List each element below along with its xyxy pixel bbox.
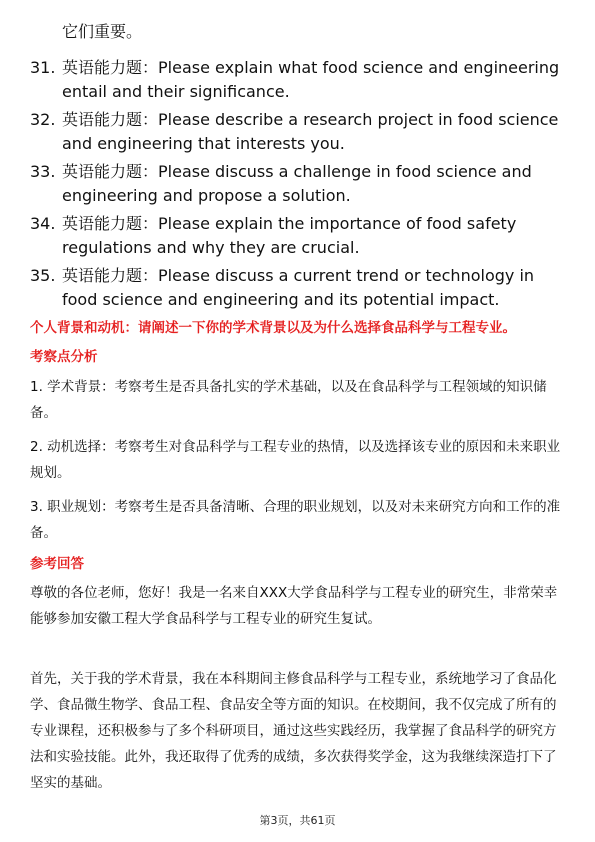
question-number: 31. [30,58,56,77]
question-item [30,108,565,156]
analysis-point: 2. 动机选择：考察考生对食品科学与工程专业的热情，以及选择该专业的原因和未来职业规划。 [30,439,561,481]
section-heading: 个人背景和动机：请阐述一下你的学术背景以及为什么选择食品科学与工程专业。 [30,320,516,336]
continued-text: 它们重要。 [62,22,143,41]
question-list [30,56,565,316]
question-text: 英语能力题：Please explain the importance of food safety regulations and why they are crucial. [62,214,517,257]
question-text: 英语能力题：Please describe a research project in food science and engineering that interests you. [62,110,559,153]
question-number: 33. [30,162,56,181]
answer-paragraph: 首先，关于我的学术背景，我在本科期间主修食品科学与工程专业，系统地学习了食品化学、食品微生物学、食品工程、食品安全等方面的知识。在校期间，我不仅完成了所有的专业课程，还积极参与了多个科研项目，通过这些实践经历，我掌握了食品科学的研究方法和实验技能。此外，我还取得了优秀的成绩，多次获得奖学金，这为我继续深造打下了坚实的基础。 [30,671,557,791]
page-number-footer: 第3页，共61页 [259,814,336,827]
question-number: 34. [30,214,56,233]
question-text: 英语能力题：Please discuss a challenge in food science and engineering and propose a solution. [62,162,532,205]
analysis-heading: 考察点分析 [30,349,98,365]
question-number: 35. [30,266,56,285]
question-text: 英语能力题：Please explain what food science and engineering entail and their significance. [62,58,560,101]
question-item [30,264,565,312]
question-item [30,56,565,104]
question-item [30,212,565,260]
analysis-points [30,374,565,554]
question-item [30,160,565,208]
question-number: 32. [30,110,56,129]
analysis-point: 3. 职业规划：考察考生是否具备清晰、合理的职业规划，以及对未来研究方向和工作的准备。 [30,499,561,541]
answer-heading: 参考回答 [30,556,84,572]
analysis-point: 1. 学术背景：考察考生是否具备扎实的学术基础，以及在食品科学与工程领域的知识储备。 [30,379,547,421]
answer-paragraph: 尊敬的各位老师，您好！我是一名来自XXX大学食品科学与工程专业的研究生，非常荣幸能够参加安徽工程大学食品科学与工程专业的研究生复试。 [30,585,558,627]
question-text: 英语能力题：Please discuss a current trend or technology in food science and engineering and its potential impact. [62,266,535,309]
